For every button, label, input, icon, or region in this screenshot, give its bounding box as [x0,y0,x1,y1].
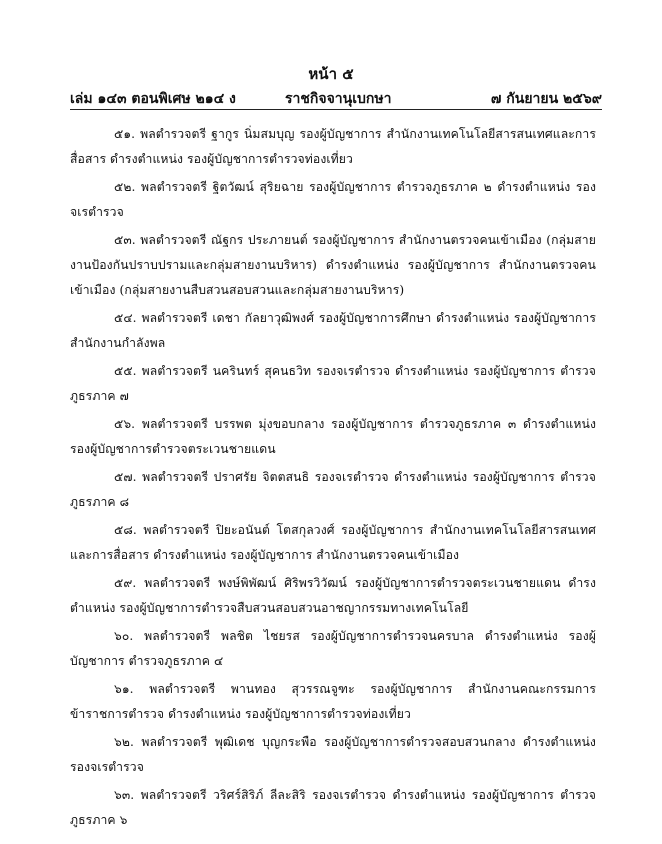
list-item: ๖๐. พลตำรวจตรี พลชิต ไชยรส รองผู้บัญชาการตำรวจนครบาล ดำรงตำแหน่ง รองผู้บัญชาการ ตำรวจภูธรภาค ๔ [70,629,596,668]
list-item: ๖๓. พลตำรวจตรี วริศร์สิริภ์ ลีละสิริ รองจเรตำรวจ ดำรงตำแหน่ง รองผู้บัญชาการ ตำรวจภูธรภาค ๖ [70,788,596,827]
list-item: ๕๗. พลตำรวจตรี ปราศรัย จิตตสนธิ รองจเรตำรวจ ดำรงตำแหน่ง รองผู้บัญชาการ ตำรวจภูธรภาค ๘ [70,470,596,509]
list-item: ๕๔. พลตำรวจตรี เดชา กัลยาวุฒิพงศ์ รองผู้บัญชาการศึกษา ดำรงตำแหน่ง รองผู้บัญชาการ สำนักงานกำลังพล [70,311,596,350]
list-item: ๕๑. พลตำรวจตรี ฐากูร นิ่มสมบุญ รองผู้บัญชาการ สำนักงานเทคโนโลยีสารสนเทศและการสื่อสาร ดำรงตำแหน่ง รองผู้บัญชาการตำรวจท่องเที่ยว [70,127,596,166]
list-item: ๕๒. พลตำรวจตรี ฐิตวัฒน์ สุริยฉาย รองผู้บัญชาการ ตำรวจภูธรภาค ๒ ดำรงตำแหน่ง รองจเรตำรวจ [70,180,596,219]
list-item: ๕๕. พลตำรวจตรี นครินทร์ สุคนธวิท รองจเรตำรวจ ดำรงตำแหน่ง รองผู้บัญชาการ ตำรวจภูธรภาค ๗ [70,364,596,403]
list-item: ๕๘. พลตำรวจตรี ปิยะอนันต์ โตสกุลวงศ์ รองผู้บัญชาการ สำนักงานเทคโนโลยีสารสนเทศและการสื่อสาร ดำรงตำแหน่ง รองผู้บัญชาการ สำนักงานตรวจคนเข้าเมือง [70,523,596,562]
publication-date: ๗ กันยายน ๒๕๖๙ [490,91,602,107]
publication-name: ราชกิจจานุเบกษา [285,91,392,107]
gazette-header [70,88,602,108]
header-divider [70,109,602,110]
volume-issue: เล่ม ๑๔๓ ตอนพิเศษ ๒๑๔ ง [70,91,236,107]
list-item: ๖๑. พลตำรวจตรี พานทอง สุวรรณจูฑะ รองผู้บัญชาการ สำนักงานคณะกรรมการข้าราชการตำรวจ ดำรงตำแหน่ง รองผู้บัญชาการตำรวจท่องเที่ยว [70,682,596,721]
list-item: ๕๓. พลตำรวจตรี ณัฐกร ประภายนต์ รองผู้บัญชาการ สำนักงานตรวจคนเข้าเมือง (กลุ่มสายงานป้องกันปราบปรามและกลุ่มสายงานบริหาร) ดำรงตำแหน่ง รองผู้บัญชาการ สำนักงานตรวจคนเข้าเมือง (กลุ่มสายงานสืบสวนสอบสวนและกลุ่มสายงานบริหาร) [70,233,596,297]
appointment-list [70,122,596,836]
page-number: หน้า ๕ [308,65,354,83]
list-item: ๕๙. พลตำรวจตรี พงษ์พิพัฒน์ ศิริพรวิวัฒน์ รองผู้บัญชาการตำรวจตระเวนชายแดน ดำรงตำแหน่ง รองผู้บัญชาการตำรวจสืบสวนสอบสวนอาชญากรรมทางเทคโนโลยี [70,576,596,615]
list-item: ๕๖. พลตำรวจตรี บรรพต มุ่งขอบกลาง รองผู้บัญชาการ ตำรวจภูธรภาค ๓ ดำรงตำแหน่ง รองผู้บัญชาการตำรวจตระเวนชายแดน [70,417,596,456]
list-item: ๖๒. พลตำรวจตรี พุฒิเดช บุญกระพือ รองผู้บัญชาการตำรวจสอบสวนกลาง ดำรงตำแหน่ง รองจเรตำรวจ [70,735,596,774]
